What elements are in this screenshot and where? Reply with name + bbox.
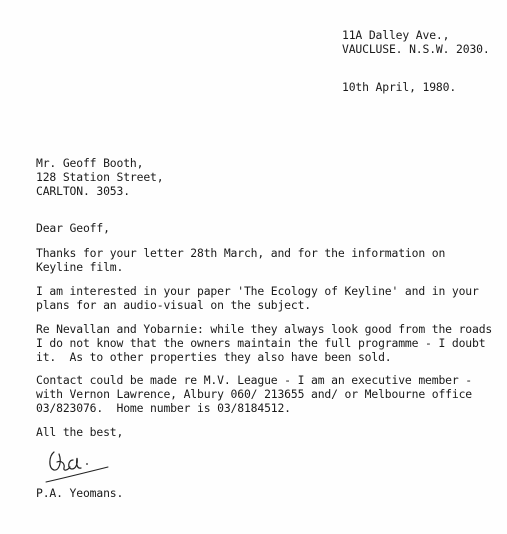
recipient-name: Mr. Geoff Booth, xyxy=(36,156,144,170)
paragraph-1-line-2: Keyline film. xyxy=(36,260,124,274)
sender-address-line-1: 11A Dalley Ave., xyxy=(342,28,450,42)
closing: All the best, xyxy=(36,425,124,439)
salutation: Dear Geoff, xyxy=(36,221,110,235)
recipient-city: CARLTON. 3053. xyxy=(36,184,130,198)
paragraph-1-line-1: Thanks for your letter 28th March, and for the information on xyxy=(36,246,446,260)
handwritten-signature xyxy=(40,442,120,486)
paragraph-3-line-1: Re Nevallan and Yobarnie: while they always look good from the roads xyxy=(36,322,493,336)
paragraph-3-line-3: it. As to other properties they also have been sold. xyxy=(36,350,392,364)
paragraph-4-line-3: 03/823076. Home number is 03/8184512. xyxy=(36,401,291,415)
recipient-street: 128 Station Street, xyxy=(36,170,164,184)
paragraph-3-line-2: I do not know that the owners maintain the full programme - I doubt xyxy=(36,336,486,350)
paragraph-4-line-1: Contact could be made re M.V. League - I am an executive member - xyxy=(36,373,473,387)
sender-address-line-2: VAUCLUSE. N.S.W. 2030. xyxy=(342,42,490,56)
paragraph-4-line-2: with Vernon Lawrence, Albury 060/ 213655 and/ or Melbourne office xyxy=(36,387,473,401)
signatory-name: P.A. Yeomans. xyxy=(36,486,124,500)
paragraph-2-line-2: plans for an audio-visual on the subject. xyxy=(36,298,312,312)
letter-date: 10th April, 1980. xyxy=(342,80,457,94)
paragraph-2-line-1: I am interested in your paper 'The Ecology of Keyline' and in your xyxy=(36,284,479,298)
